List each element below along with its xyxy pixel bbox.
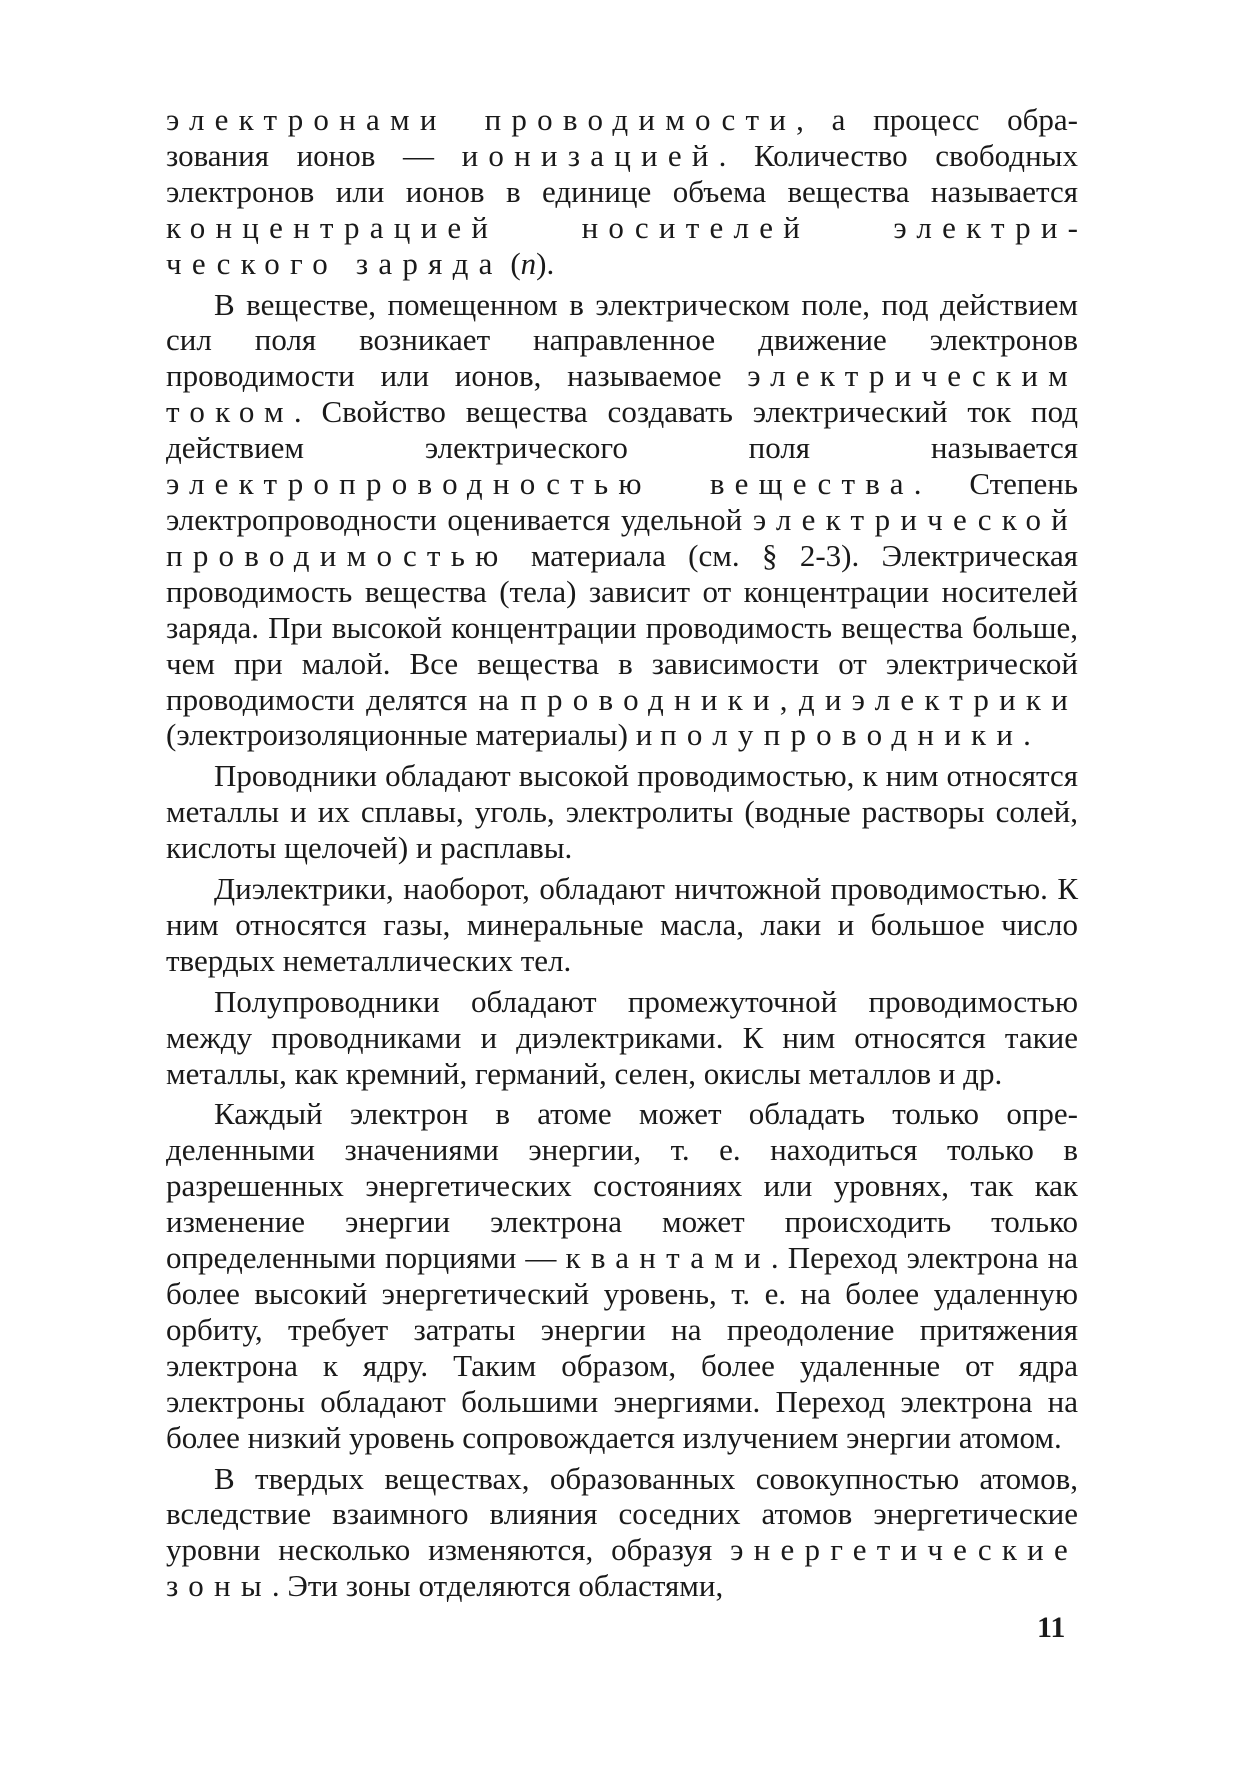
text-run: Полупроводники обладают промежуточной проводимостью между проводниками и диэлектриками. К ним относятся такие металлы, как кремний, германий, селен, окислы металлов и др. <box>166 983 1078 1091</box>
text-run: , а процесс образования ионов — <box>166 102 1078 173</box>
text-run: Диэлектрики, наоборот, обладают ничтожной проводимостью. К ним относятся газы, минеральные масла, лаки и большое число твердых неметаллических тел. <box>166 871 1078 978</box>
text-run: ). <box>536 245 555 281</box>
text-run: В твердых веществах, образованных совокупностью атомов, вследствие взаимного влияния соседних атомов энергетические уровни несколько изменяются, образуя <box>166 1460 1078 1568</box>
spaced-term: полупроводники <box>660 717 1024 753</box>
spaced-term: энергетические зоны <box>166 1532 1078 1604</box>
spaced-term: диэлектрики <box>798 681 1079 717</box>
text-run: . Количество свободных электронов или ионов в единице объема вещества называется <box>166 137 1078 209</box>
text-run: , <box>779 681 799 717</box>
text-run: Каждый электрон в атоме может обладать только определенными значениями энергии, т. е. находиться только в разрешенных энергетических состояниях или уровнях, так как изменение энергии электрона может происходить только определенными порциями — <box>166 1096 1078 1276</box>
spaced-term: электронами проводимости <box>166 102 797 137</box>
paragraph-5 <box>166 984 1078 1092</box>
spaced-term: электрическим током <box>166 358 1078 430</box>
text-run: . Переход электрона на более высокий энергетический уровень, т. е. на более удаленную орбиту, требует затраты энергии на преодоление притяжения электрона к ядру. Таким образом, более удаленные от ядра электроны обладают большими энергиями. Переход электрона на более низкий уровень сопровождается излучением энергии атомом. <box>166 1240 1079 1455</box>
text-run: . Степень электропроводности оценивается удельной <box>166 466 1079 537</box>
text-run: В веществе, помещенном в электрическом поле, под действием сил поля возникает направленное движение электронов проводимости или ионов, называемое <box>166 286 1078 394</box>
paragraph-2 <box>166 287 1078 754</box>
text-run: . Свойство вещества создавать электрический ток под действием электрического поля называется <box>166 394 1078 466</box>
paragraph-1 <box>166 102 1078 282</box>
spaced-term: ионизацией <box>461 137 719 173</box>
spaced-term: концентрацией носителей электрического заряда <box>166 209 1078 281</box>
page-number: 11 <box>1037 1611 1066 1644</box>
paragraph-3 <box>166 758 1078 866</box>
spaced-term: электрической проводимостью <box>166 501 1078 573</box>
spaced-term: проводники <box>520 681 780 717</box>
paragraph-4 <box>166 871 1078 979</box>
paragraph-7 <box>166 1461 1078 1605</box>
text-run: Проводники обладают высокой проводимостью, к ним относятся металлы и их сплавы, уголь, электролиты (водные растворы солей, кислоты щелочей) и расплавы. <box>166 758 1078 866</box>
paragraph-6 <box>166 1096 1078 1455</box>
text-run: материала (см. § 2-3). Электрическая проводимость вещества (тела) зависит от концентрации носителей заряда. При высокой концентрации проводимость вещества больше, чем при малой. Все вещества в зависимости от электрической проводимости делятся на <box>166 537 1078 717</box>
body-text <box>166 102 1078 1609</box>
text-run: (электроизоляционные материалы) и <box>166 717 661 753</box>
text-run: . Эти зоны отделяются областями, <box>271 1568 724 1604</box>
spaced-term: квантами <box>565 1240 771 1276</box>
spaced-term: электропроводностью вещества <box>166 466 914 502</box>
text-run: . <box>1023 717 1031 753</box>
symbol: n <box>520 245 537 281</box>
text-run: ( <box>502 245 521 281</box>
